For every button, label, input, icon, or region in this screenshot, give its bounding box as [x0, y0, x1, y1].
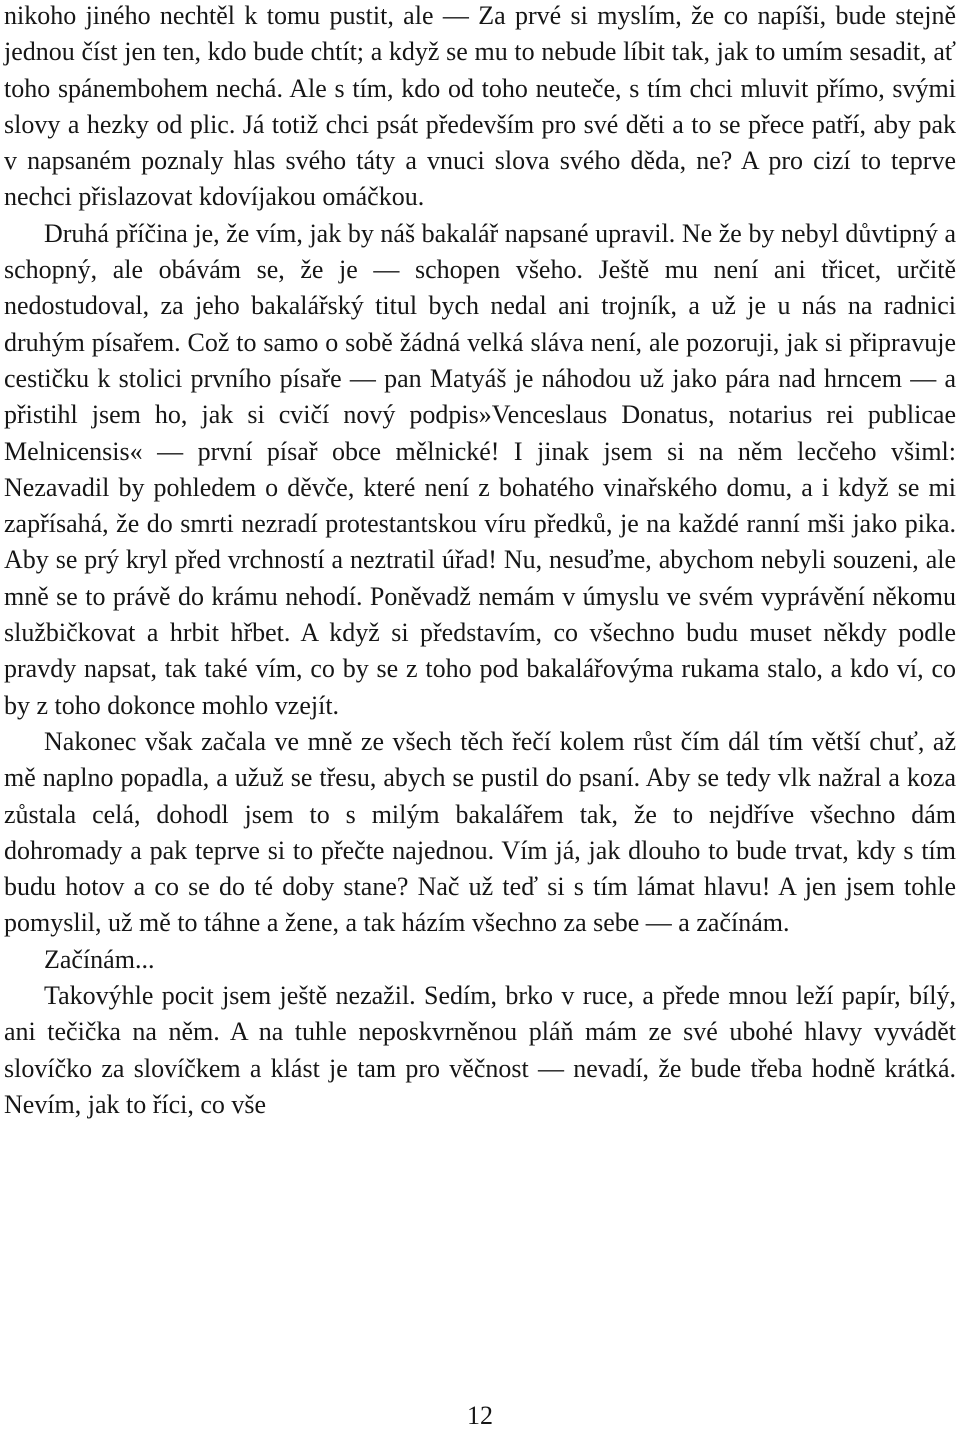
document-page	[4, 0, 956, 1123]
paragraph-beginning: Začínám...	[44, 944, 155, 974]
paragraph-feeling: Takovýhle pocit jsem ještě nezažil. Sedím, brko v ruce, a přede mnou leží papír, bílý, ani tečička na něm. A na tuhle neposkvrněnou pláň mám ze své ubohé hlavy vyvádět slovíčko za slovíčkem a klást je tam pro věčnost — nevadí, že bude třeba hodně krátká. Nevím, jak to říci, co vše	[4, 981, 956, 1119]
page-number: 12	[467, 1401, 493, 1430]
paragraph-continued: nikoho jiného nechtěl k tomu pustit, ale — Za prvé si myslím, že co napíši, bude stejně jednou číst jen ten, kdo bude chtít; a když se mu to nebude líbit tak, jak to umím sesadit, ať toho spánembohem nechá. Ale s tím, kdo od toho neuteče, s tím chci mluvit přímo, svými slovy a hezky od plic. Já totiž chci psát především pro své děti a to se přece patří, aby pak v napsaném poznaly hlas svého táty a vnuci slova svého děda, ne? A pro cizí to teprve nechci přislazovat kdovíjakou omáčkou.	[4, 1, 956, 212]
paragraph-second-reason: Druhá příčina je, že vím, jak by náš bakalář napsané upravil. Ne že by nebyl důvtipný a schopný, ale obávám se, že je — schopen všeho. Ještě mu není ani třicet, určitě nedostudoval, za jeho bakalářský titul bych nedal ani trojník, a už je u nás na radnici druhým písařem. Což to samo o sobě žádná velká sláva není, ale pozoruji, jak si připravuje cestičku k stolici prvního písaře — pan Matyáš je náhodou už jako pára nad hrncem — a přistihl jsem ho, jak si cvičí nový podpis»Venceslaus Donatus, notarius rei publicae Melnicensis« — první písař obce mělnické! I jinak jsem si na něm lecčeho všiml: Nezavadil by pohledem o děvče, které není z bohatého vinařského domu, a i když se mi zapřísahá, že do smrti nezradí protestantskou víru předků, je na každé ranní mši jako pika. Aby se prý kryl před vrchností a neztratil úřad! Nu, nesuďme, abychom nebyli souzeni, ale mně se to právě do krámu nehodí. Poněvadž nemám v úmyslu ve svém vyprávění někomu službičkovat a hrbit hřbet. A když si představím, co všechno budu muset někdy podle pravdy napsat, tak také vím, co by se z toho pod bakalářovýma rukama stalo, a kdo ví, co by z toho dokonce mohlo vzejít.	[4, 218, 956, 720]
paragraph-decision: Nakonec však začala ve mně ze všech těch řečí kolem růst čím dál tím větší chuť, až mě naplno popadla, a užuž se třesu, abych se pustil do psaní. Aby se tedy vlk nažral a koza zůstala celá, dohodl jsem to s milým bakalářem tak, že to nejdříve všechno dám dohromady a pak teprve si to přečte najednou. Vím já, jak dlouho to bude trvat, kdy s tím budu hotov a co se do té doby stane? Nač už teď si s tím lámat hlavu! A jen jsem tohle pomyslil, už mě to táhne a žene, a tak házím všechno za sebe — a začínám.	[4, 726, 956, 938]
